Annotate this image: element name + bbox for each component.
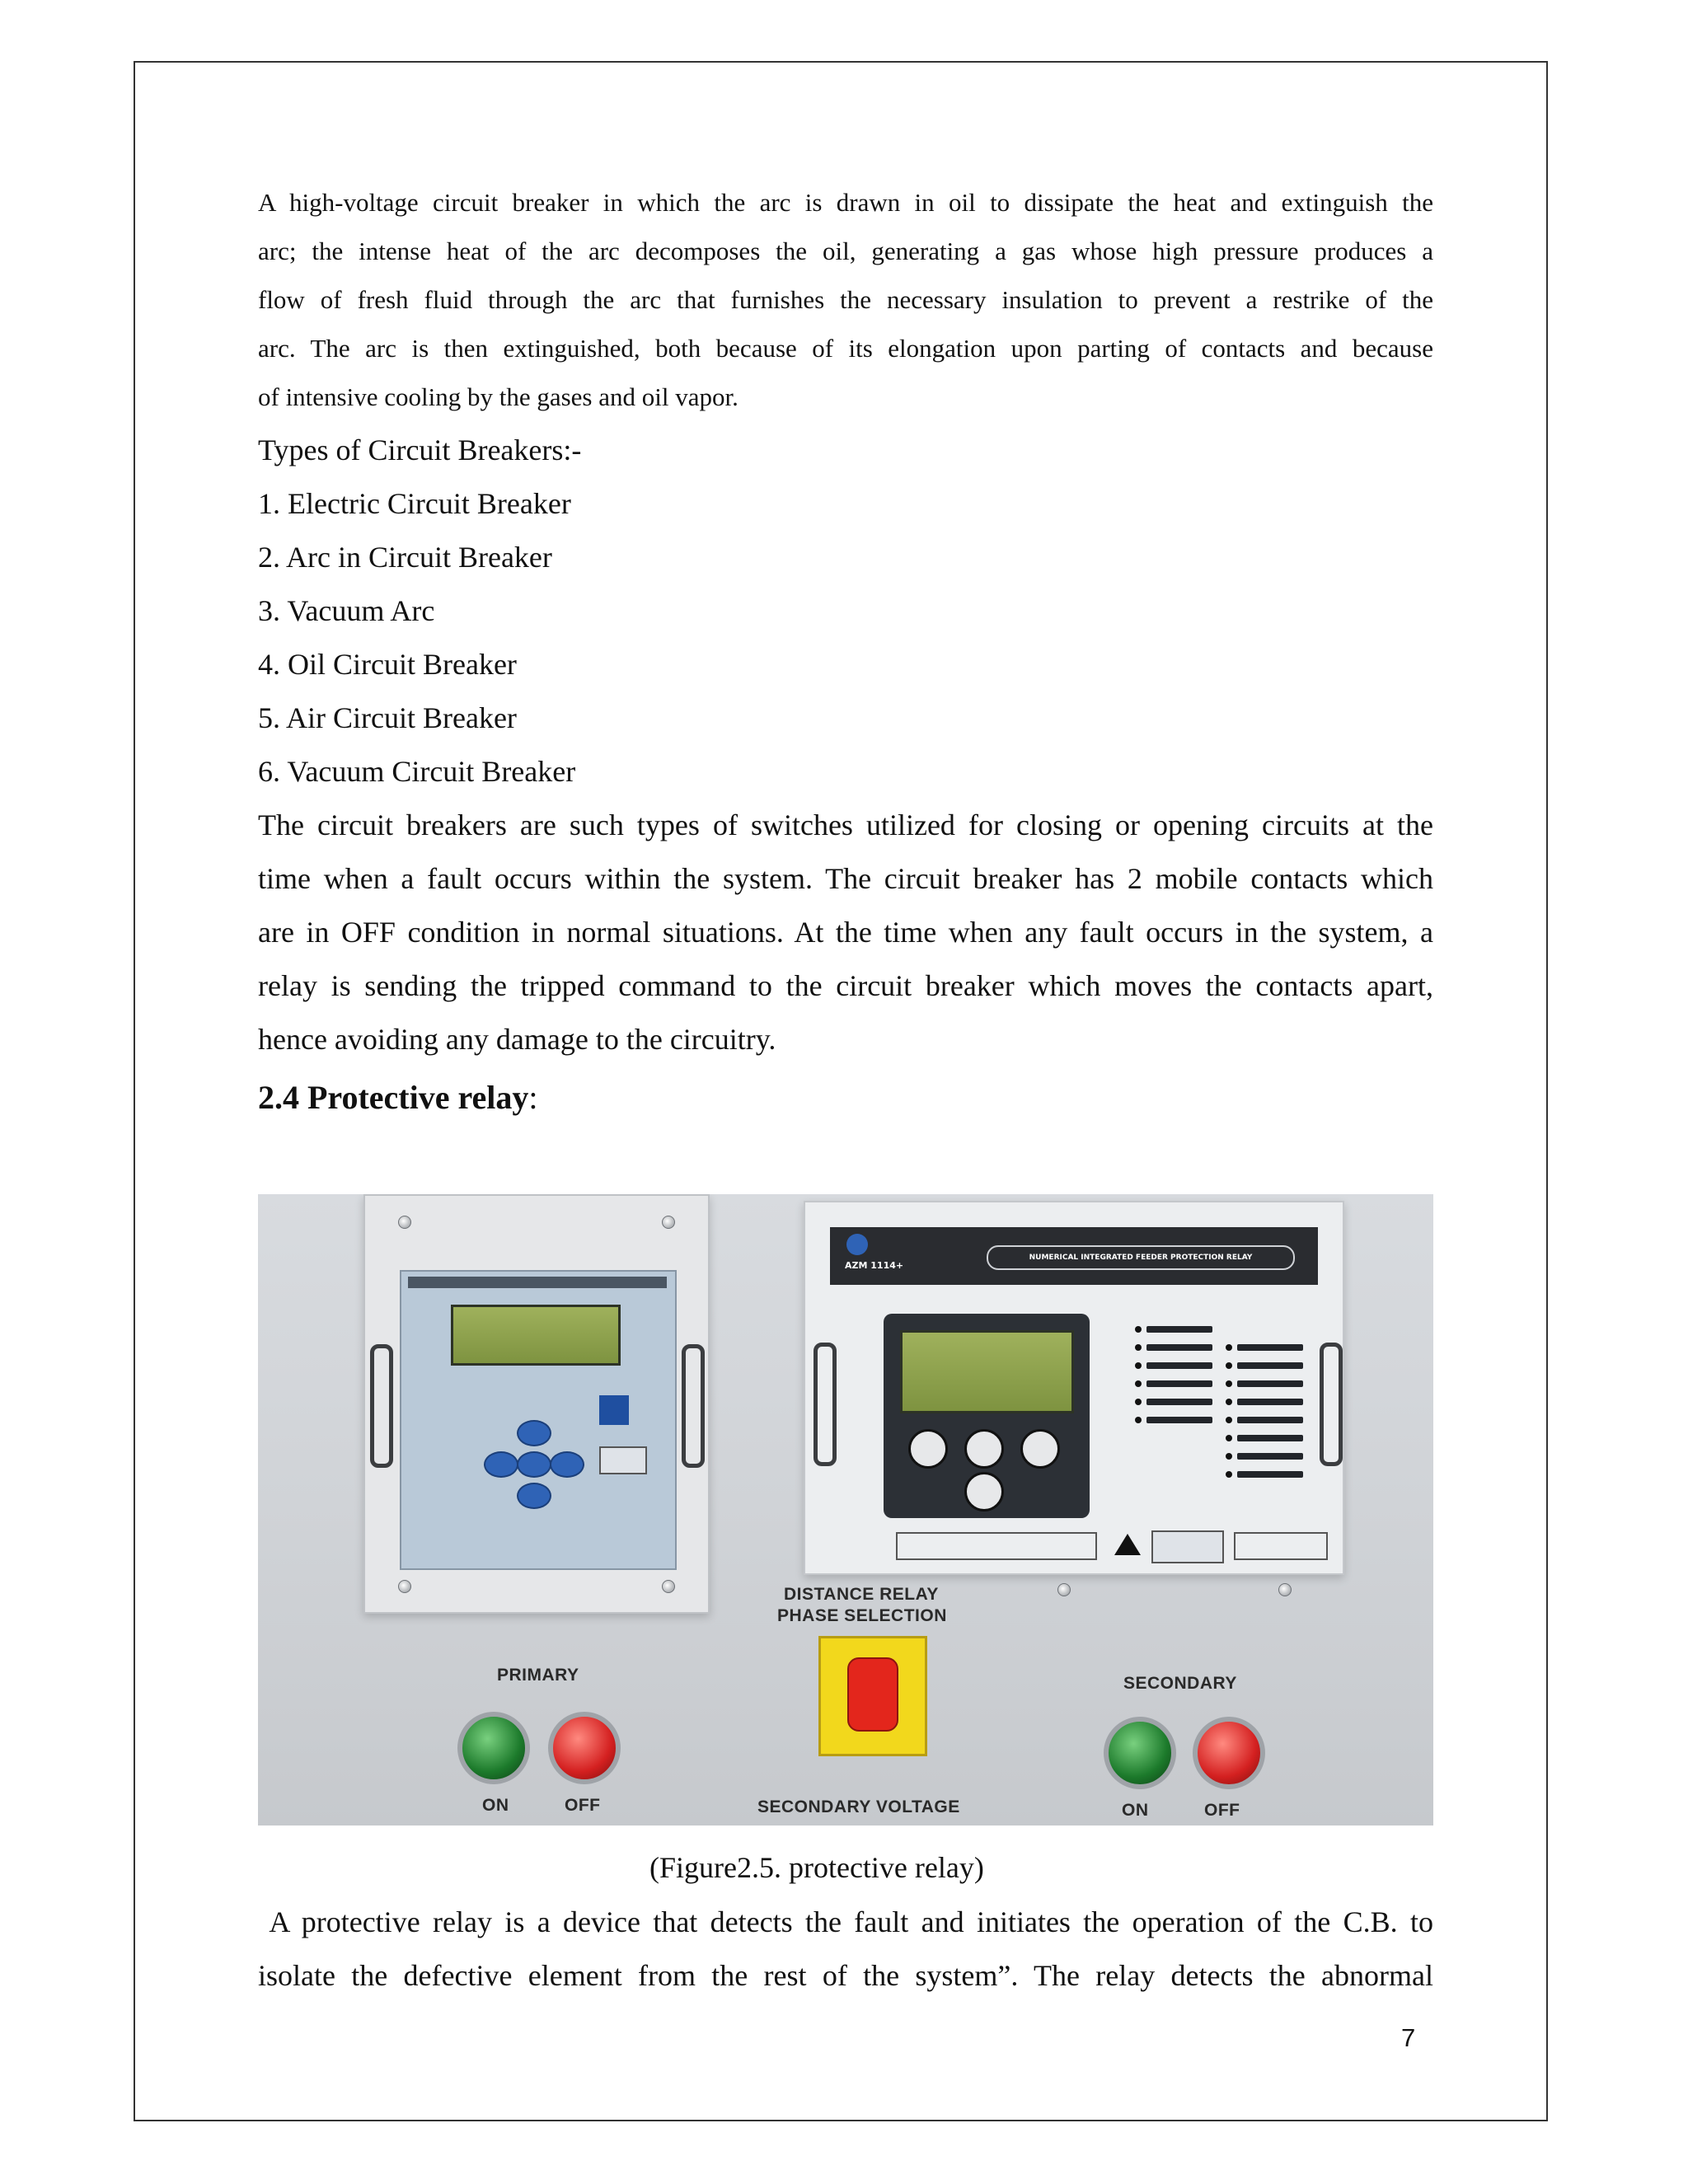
list-item: 5. Air Circuit Breaker bbox=[258, 701, 517, 734]
screw-icon bbox=[398, 1216, 411, 1229]
secondary-off-lamp-icon bbox=[1193, 1717, 1265, 1789]
paragraph-oil-circuit-breaker bbox=[258, 178, 1433, 421]
screw-icon bbox=[1278, 1583, 1292, 1596]
led-icon bbox=[1135, 1326, 1142, 1333]
up-arrow-icon bbox=[517, 1420, 551, 1446]
types-heading: Types of Circuit Breakers:- bbox=[258, 434, 582, 466]
list-item: 3. Vacuum Arc bbox=[258, 594, 435, 627]
distance-relay-label: DISTANCE RELAY bbox=[784, 1585, 939, 1604]
right-arrow-icon bbox=[550, 1451, 584, 1478]
text-line: hence avoiding any damage to the circuitry. bbox=[258, 1023, 776, 1056]
led-label bbox=[1237, 1435, 1303, 1441]
led-icon bbox=[1226, 1380, 1232, 1387]
text-line: time when a fault occurs within the system. The circuit breaker has 2 mobile contacts which bbox=[258, 862, 1433, 895]
text-line: are in OFF condition in normal situations. At the time when any fault occurs in the system, a bbox=[258, 916, 1433, 949]
text-line: arc; the intense heat of the arc decomposes the oil, generating a gas whose high pressure produces a bbox=[258, 237, 1433, 265]
led-icon bbox=[1226, 1435, 1232, 1441]
text-line: The circuit breakers are such types of switches utilized for closing or opening circuits at the bbox=[258, 808, 1433, 841]
handle-icon bbox=[682, 1344, 705, 1468]
rating-label-box bbox=[896, 1532, 1097, 1560]
led-label bbox=[1146, 1417, 1212, 1423]
led-label bbox=[1146, 1344, 1212, 1351]
primary-label: PRIMARY bbox=[497, 1666, 579, 1685]
page-number: 7 bbox=[1401, 2023, 1416, 2052]
protective-relay-photo bbox=[258, 1194, 1433, 1825]
relay-title-tag bbox=[987, 1245, 1295, 1270]
right-arrow-icon bbox=[1020, 1429, 1060, 1469]
selector-switch-knob-icon bbox=[847, 1657, 898, 1732]
secondary-label: SECONDARY bbox=[1123, 1674, 1237, 1693]
serial-port-icon bbox=[599, 1446, 647, 1474]
list-item: 1. Electric Circuit Breaker bbox=[258, 487, 571, 520]
led-icon bbox=[1226, 1417, 1232, 1423]
secondary-off-label: OFF bbox=[1204, 1801, 1240, 1820]
led-label bbox=[1146, 1326, 1212, 1333]
relay-model: AZM 1114+ bbox=[845, 1260, 904, 1271]
text-line: relay is sending the tripped command to the circuit breaker which moves the contacts apart, bbox=[258, 969, 1433, 1002]
led-label bbox=[1237, 1471, 1303, 1478]
led-icon bbox=[1135, 1399, 1142, 1405]
relay-faceplate bbox=[400, 1270, 677, 1570]
screw-icon bbox=[398, 1580, 411, 1593]
paragraph-protective-relay bbox=[258, 1896, 1433, 2003]
phase-selection-label: PHASE SELECTION bbox=[777, 1606, 947, 1625]
text-line: flow of fresh fluid through the arc that furnishes the necessary insulation to prevent a restrike of the bbox=[258, 285, 1433, 314]
paragraph-circuit-breakers bbox=[258, 799, 1433, 1066]
led-label bbox=[1146, 1399, 1212, 1405]
relay-header-bar bbox=[830, 1227, 1318, 1285]
figure-caption-block bbox=[258, 1841, 1433, 1895]
led-label bbox=[1237, 1417, 1303, 1423]
logo-icon bbox=[599, 1395, 629, 1425]
led-icon bbox=[1226, 1453, 1232, 1460]
serial-port-icon bbox=[1151, 1530, 1224, 1563]
led-label bbox=[1237, 1362, 1303, 1369]
section-heading bbox=[258, 1068, 1433, 1127]
list-item: 6. Vacuum Circuit Breaker bbox=[258, 755, 576, 788]
secondary-on-label: ON bbox=[1122, 1801, 1149, 1820]
secondary-on-lamp-icon bbox=[1104, 1717, 1176, 1789]
led-icon bbox=[1226, 1399, 1232, 1405]
handle-icon bbox=[814, 1343, 837, 1466]
text-line: isolate the defective element from the rest of the system”. The relay detects the abnormal bbox=[258, 1959, 1433, 1992]
hreset-button-icon bbox=[964, 1472, 1004, 1511]
list-item: 2. Arc in Circuit Breaker bbox=[258, 541, 552, 574]
section-colon: : bbox=[528, 1079, 538, 1116]
primary-off-lamp-icon bbox=[548, 1712, 621, 1784]
handle-icon bbox=[370, 1344, 393, 1468]
primary-on-lamp-icon bbox=[457, 1712, 530, 1784]
text-line: A high-voltage circuit breaker in which the arc is drawn in oil to dissipate the heat and extinguish the bbox=[258, 188, 1433, 217]
left-arrow-icon bbox=[908, 1429, 948, 1469]
figure-caption: (Figure2.5. protective relay) bbox=[649, 1851, 984, 1884]
screw-icon bbox=[1057, 1583, 1071, 1596]
led-label bbox=[1237, 1344, 1303, 1351]
overcurrent-relay-unit bbox=[363, 1194, 710, 1614]
led-icon bbox=[1135, 1344, 1142, 1351]
section-title: 2.4 Protective relay bbox=[258, 1079, 529, 1116]
led-label bbox=[1237, 1399, 1303, 1405]
led-icon bbox=[1135, 1417, 1142, 1423]
text-line: A protective relay is a device that detects the fault and initiates the operation of the C.B. to bbox=[258, 1905, 1433, 1938]
enter-icon bbox=[517, 1451, 551, 1478]
relay-title: NUMERICAL INTEGRATED FEEDER PROTECTION RELAY bbox=[1029, 1254, 1253, 1262]
led-icon bbox=[1226, 1471, 1232, 1478]
relay-title-strip bbox=[408, 1277, 667, 1288]
lcd-display bbox=[451, 1305, 621, 1366]
serial-label-box bbox=[1234, 1532, 1328, 1560]
led-label bbox=[1146, 1362, 1212, 1369]
brand-logo-icon bbox=[846, 1234, 868, 1255]
led-icon bbox=[1226, 1362, 1232, 1369]
screw-icon bbox=[662, 1580, 675, 1593]
relay-keypad-panel bbox=[884, 1314, 1090, 1518]
warning-triangle-icon bbox=[1114, 1534, 1141, 1555]
lcd-display bbox=[900, 1330, 1074, 1413]
feeder-protection-relay-unit bbox=[804, 1201, 1344, 1575]
primary-on-label: ON bbox=[482, 1796, 509, 1815]
handle-icon bbox=[1320, 1343, 1343, 1466]
text-line: of intensive cooling by the gases and oil vapor. bbox=[258, 382, 738, 411]
led-label bbox=[1146, 1380, 1212, 1387]
left-arrow-icon bbox=[484, 1451, 518, 1478]
secondary-voltage-label: SECONDARY VOLTAGE bbox=[757, 1797, 960, 1816]
primary-off-label: OFF bbox=[565, 1796, 601, 1815]
types-list bbox=[258, 424, 1433, 799]
list-item: 4. Oil Circuit Breaker bbox=[258, 648, 517, 681]
screw-icon bbox=[662, 1216, 675, 1229]
led-icon bbox=[1135, 1380, 1142, 1387]
text-line: arc. The arc is then extinguished, both because of its elongation upon parting of contacts and because bbox=[258, 334, 1433, 363]
led-icon bbox=[1226, 1344, 1232, 1351]
reset-button-icon bbox=[964, 1429, 1004, 1469]
led-label bbox=[1237, 1453, 1303, 1460]
down-arrow-icon bbox=[517, 1483, 551, 1509]
led-label bbox=[1237, 1380, 1303, 1387]
led-icon bbox=[1135, 1362, 1142, 1369]
